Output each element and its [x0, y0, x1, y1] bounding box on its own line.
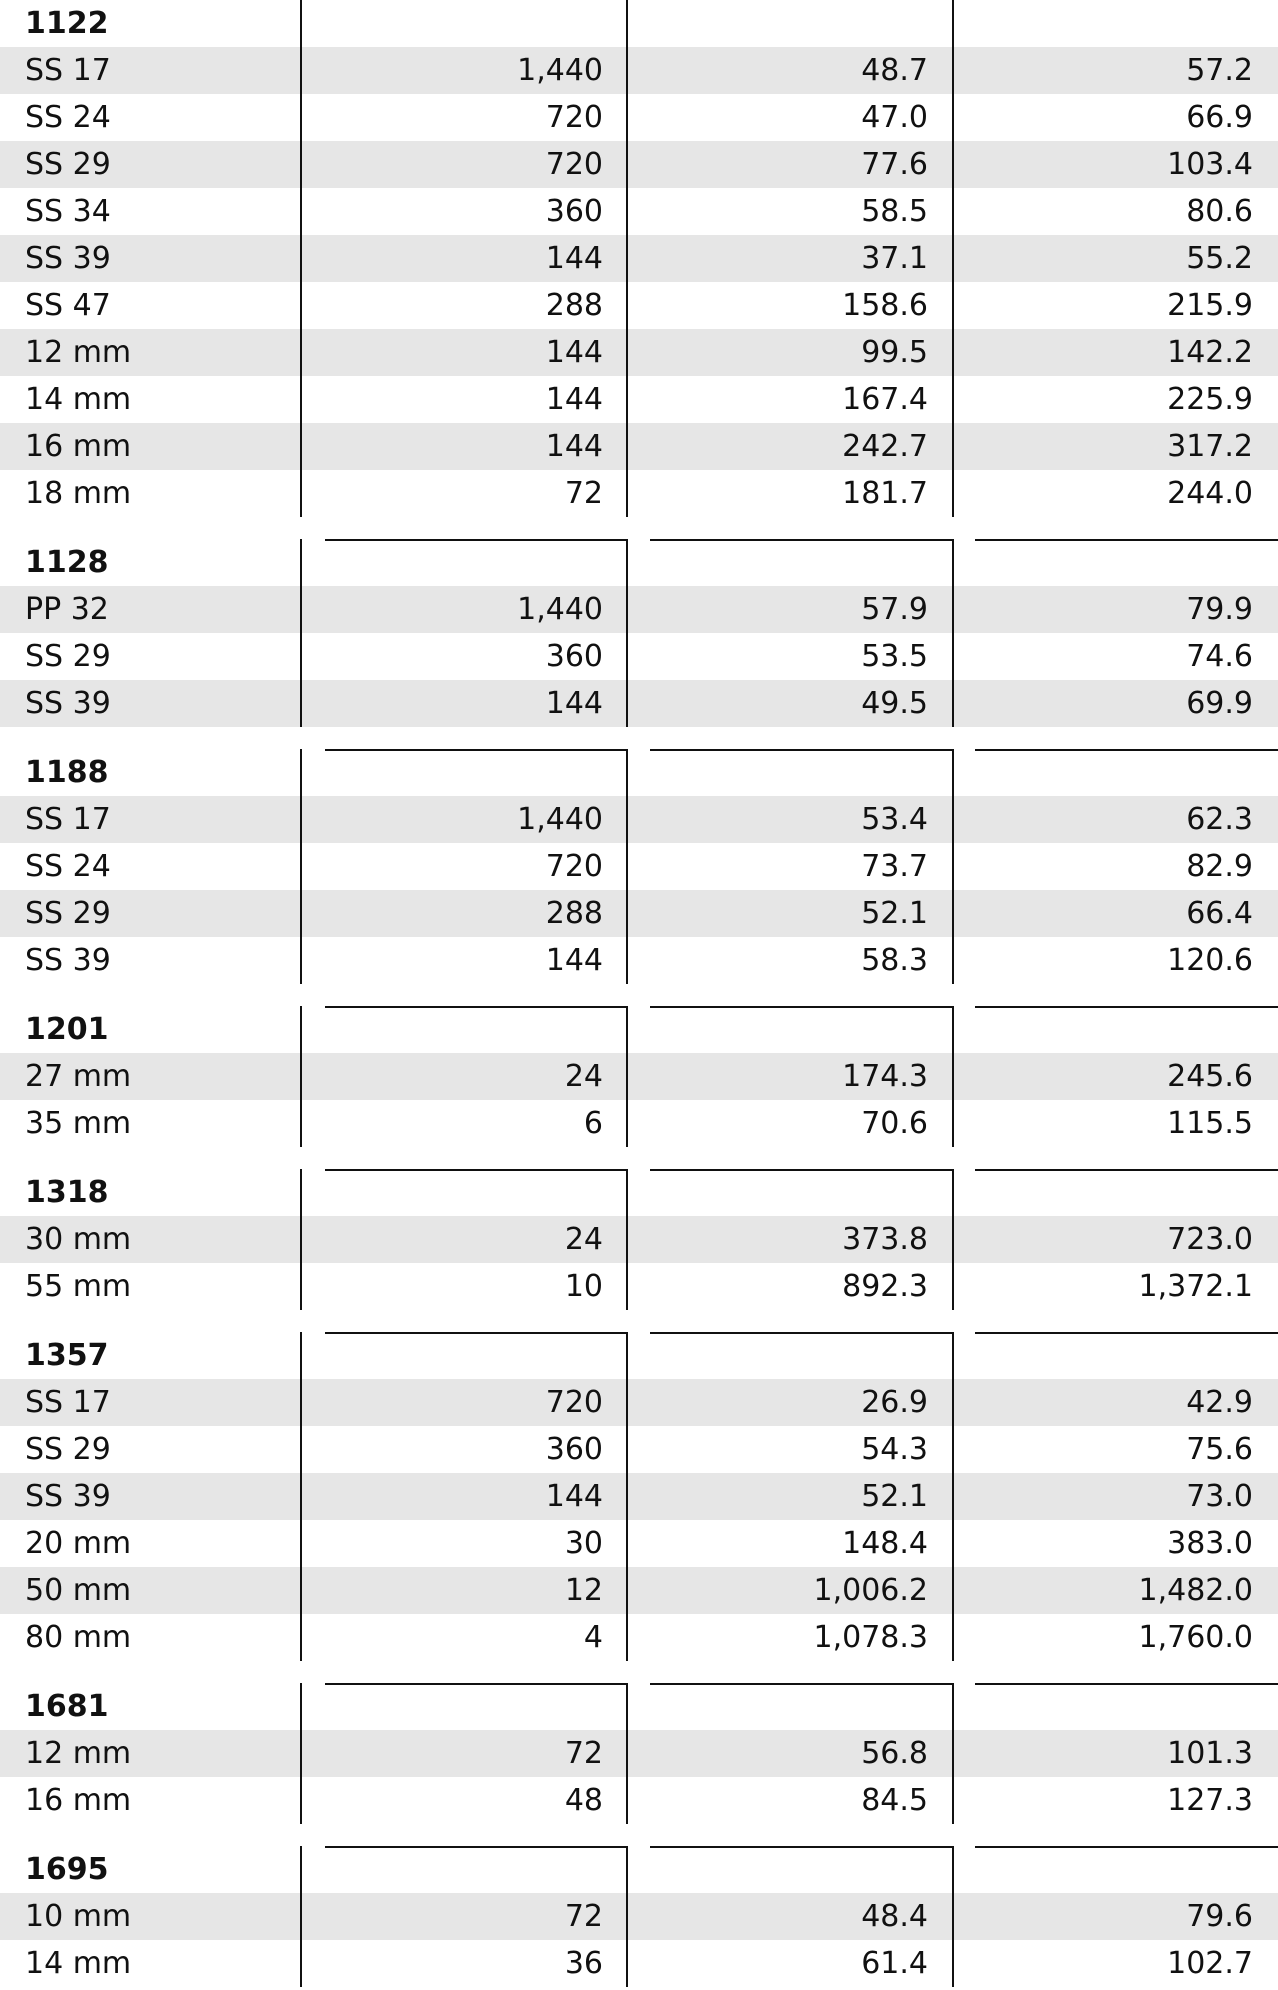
row-label: SS 29 [25, 1432, 111, 1467]
table-row [0, 1520, 1278, 1567]
row-label: 80 mm [25, 1620, 132, 1655]
column-divider [952, 1006, 954, 1147]
row-value-1: 373.8 [842, 1222, 928, 1257]
table-row [0, 1893, 1278, 1940]
row-quantity: 360 [545, 194, 603, 229]
section-top-rule [650, 1169, 952, 1171]
row-value-2: 42.9 [1186, 1385, 1253, 1420]
table-group [0, 749, 1278, 984]
section-top-rule [325, 749, 626, 751]
group-header-row [0, 1169, 1278, 1216]
row-value-2: 1,482.0 [1138, 1573, 1253, 1608]
column-divider [626, 749, 628, 984]
column-divider [300, 1006, 302, 1147]
row-value-1: 77.6 [861, 147, 928, 182]
group-header-row [0, 1683, 1278, 1730]
column-divider [626, 1169, 628, 1310]
table-row [0, 1730, 1278, 1777]
section-top-rule [325, 1006, 626, 1008]
group-header-row [0, 1332, 1278, 1379]
row-quantity: 72 [564, 1899, 603, 1934]
row-value-2: 115.5 [1167, 1106, 1253, 1141]
column-divider [952, 539, 954, 727]
column-divider [626, 1683, 628, 1824]
table-row [0, 890, 1278, 937]
row-label: SS 29 [25, 639, 111, 674]
row-value-1: 73.7 [861, 849, 928, 884]
row-value-2: 317.2 [1167, 429, 1253, 464]
table-row [0, 1263, 1278, 1310]
column-divider [300, 0, 302, 517]
row-value-1: 52.1 [861, 1479, 928, 1514]
row-quantity: 72 [564, 476, 603, 511]
row-value-2: 75.6 [1186, 1432, 1253, 1467]
row-quantity: 144 [545, 686, 603, 721]
row-label: 27 mm [25, 1059, 132, 1094]
table-row [0, 47, 1278, 94]
group-title: 1318 [25, 1175, 109, 1210]
row-value-1: 57.9 [861, 592, 928, 627]
table-row [0, 843, 1278, 890]
row-value-1: 174.3 [842, 1059, 928, 1094]
row-label: 10 mm [25, 1899, 132, 1934]
row-label: PP 32 [25, 592, 109, 627]
row-quantity: 144 [545, 943, 603, 978]
section-top-rule [325, 1332, 626, 1334]
row-label: SS 47 [25, 288, 111, 323]
table-row [0, 1100, 1278, 1147]
row-label: SS 39 [25, 686, 111, 721]
row-value-2: 723.0 [1167, 1222, 1253, 1257]
row-label: SS 39 [25, 241, 111, 276]
table-row [0, 586, 1278, 633]
column-divider [952, 1332, 954, 1661]
row-value-1: 37.1 [861, 241, 928, 276]
row-label: SS 29 [25, 147, 111, 182]
row-value-2: 102.7 [1167, 1946, 1253, 1981]
group-title: 1695 [25, 1852, 109, 1887]
row-quantity: 360 [545, 1432, 603, 1467]
row-quantity: 4 [583, 1620, 603, 1655]
column-divider [300, 1169, 302, 1310]
row-value-1: 1,006.2 [813, 1573, 928, 1608]
table-row [0, 329, 1278, 376]
table-row [0, 1567, 1278, 1614]
row-quantity: 24 [564, 1059, 603, 1094]
row-value-2: 142.2 [1167, 335, 1253, 370]
section-top-rule [975, 1332, 1278, 1334]
group-title: 1201 [25, 1012, 109, 1047]
section-top-rule [975, 749, 1278, 751]
row-value-1: 181.7 [842, 476, 928, 511]
column-divider [952, 1169, 954, 1310]
row-value-2: 120.6 [1167, 943, 1253, 978]
section-top-rule [650, 1332, 952, 1334]
table-row [0, 1614, 1278, 1661]
row-label: SS 29 [25, 896, 111, 931]
group-header-row [0, 0, 1278, 47]
section-top-rule [650, 749, 952, 751]
table-row [0, 1940, 1278, 1987]
row-value-1: 167.4 [842, 382, 928, 417]
row-value-1: 58.3 [861, 943, 928, 978]
row-label: SS 24 [25, 100, 111, 135]
row-quantity: 720 [545, 849, 603, 884]
table-row [0, 376, 1278, 423]
table-group [0, 1683, 1278, 1824]
row-label: SS 17 [25, 53, 111, 88]
table-group [0, 0, 1278, 517]
section-top-rule [325, 539, 626, 541]
row-label: 12 mm [25, 335, 132, 370]
row-quantity: 144 [545, 335, 603, 370]
row-value-2: 73.0 [1186, 1479, 1253, 1514]
table-row [0, 633, 1278, 680]
table-row [0, 937, 1278, 984]
row-value-1: 49.5 [861, 686, 928, 721]
table-row [0, 1777, 1278, 1824]
table-row [0, 188, 1278, 235]
row-quantity: 6 [583, 1106, 603, 1141]
row-quantity: 360 [545, 639, 603, 674]
table-row [0, 235, 1278, 282]
row-quantity: 144 [545, 241, 603, 276]
table-row [0, 1379, 1278, 1426]
row-value-2: 66.4 [1186, 896, 1253, 931]
row-value-2: 244.0 [1167, 476, 1253, 511]
group-title: 1122 [25, 6, 109, 41]
row-value-1: 84.5 [861, 1783, 928, 1818]
row-label: 18 mm [25, 476, 132, 511]
group-title: 1188 [25, 755, 109, 790]
group-title: 1681 [25, 1689, 109, 1724]
row-value-2: 62.3 [1186, 802, 1253, 837]
table-row [0, 680, 1278, 727]
row-value-1: 54.3 [861, 1432, 928, 1467]
row-quantity: 48 [564, 1783, 603, 1818]
group-header-row [0, 1846, 1278, 1893]
row-quantity: 10 [564, 1269, 603, 1304]
row-label: 16 mm [25, 1783, 132, 1818]
row-value-2: 55.2 [1186, 241, 1253, 276]
row-value-1: 99.5 [861, 335, 928, 370]
row-value-1: 158.6 [842, 288, 928, 323]
table-group [0, 1846, 1278, 1987]
row-label: 14 mm [25, 382, 132, 417]
row-quantity: 144 [545, 429, 603, 464]
section-top-rule [325, 1169, 626, 1171]
row-quantity: 72 [564, 1736, 603, 1771]
group-header-row [0, 749, 1278, 796]
column-divider [952, 1846, 954, 1987]
row-value-2: 245.6 [1167, 1059, 1253, 1094]
group-title: 1128 [25, 545, 109, 580]
row-value-2: 225.9 [1167, 382, 1253, 417]
column-divider [952, 749, 954, 984]
group-header-row [0, 539, 1278, 586]
row-quantity: 24 [564, 1222, 603, 1257]
row-value-2: 101.3 [1167, 1736, 1253, 1771]
column-divider [300, 539, 302, 727]
row-value-1: 70.6 [861, 1106, 928, 1141]
row-value-2: 82.9 [1186, 849, 1253, 884]
row-value-1: 1,078.3 [813, 1620, 928, 1655]
row-quantity: 144 [545, 382, 603, 417]
row-label: 55 mm [25, 1269, 132, 1304]
row-quantity: 720 [545, 100, 603, 135]
row-quantity: 30 [564, 1526, 603, 1561]
section-top-rule [650, 539, 952, 541]
section-top-rule [975, 1846, 1278, 1848]
table-group [0, 1169, 1278, 1310]
row-value-2: 215.9 [1167, 288, 1253, 323]
table-row [0, 141, 1278, 188]
column-divider [952, 1683, 954, 1824]
section-top-rule [650, 1006, 952, 1008]
row-quantity: 1,440 [517, 592, 603, 627]
table-row [0, 1473, 1278, 1520]
row-quantity: 288 [545, 288, 603, 323]
column-divider [626, 1846, 628, 1987]
row-value-2: 74.6 [1186, 639, 1253, 674]
column-divider [952, 0, 954, 517]
column-divider [626, 539, 628, 727]
row-label: SS 17 [25, 1385, 111, 1420]
row-label: SS 39 [25, 1479, 111, 1514]
row-value-1: 56.8 [861, 1736, 928, 1771]
section-top-rule [325, 1846, 626, 1848]
table-row [0, 1426, 1278, 1473]
row-label: 14 mm [25, 1946, 132, 1981]
row-value-2: 127.3 [1167, 1783, 1253, 1818]
row-value-1: 53.5 [861, 639, 928, 674]
row-label: 50 mm [25, 1573, 132, 1608]
column-divider [300, 1846, 302, 1987]
row-value-1: 61.4 [861, 1946, 928, 1981]
table-group [0, 1332, 1278, 1661]
row-value-1: 53.4 [861, 802, 928, 837]
row-value-2: 80.6 [1186, 194, 1253, 229]
group-title: 1357 [25, 1338, 109, 1373]
table-row [0, 796, 1278, 843]
section-top-rule [975, 1006, 1278, 1008]
column-divider [300, 749, 302, 984]
table-row [0, 282, 1278, 329]
row-value-2: 79.6 [1186, 1899, 1253, 1934]
row-label: 16 mm [25, 429, 132, 464]
row-label: 30 mm [25, 1222, 132, 1257]
row-value-1: 48.7 [861, 53, 928, 88]
row-value-2: 103.4 [1167, 147, 1253, 182]
row-label: 12 mm [25, 1736, 132, 1771]
row-value-2: 66.9 [1186, 100, 1253, 135]
row-label: 20 mm [25, 1526, 132, 1561]
table-row [0, 94, 1278, 141]
row-quantity: 720 [545, 1385, 603, 1420]
section-top-rule [325, 1683, 626, 1685]
table-group [0, 539, 1278, 727]
row-label: SS 17 [25, 802, 111, 837]
row-value-1: 52.1 [861, 896, 928, 931]
table-group [0, 1006, 1278, 1147]
row-value-2: 383.0 [1167, 1526, 1253, 1561]
column-divider [300, 1683, 302, 1824]
row-label: 35 mm [25, 1106, 132, 1141]
section-top-rule [975, 539, 1278, 541]
row-label: SS 34 [25, 194, 111, 229]
row-value-1: 47.0 [861, 100, 928, 135]
row-value-1: 242.7 [842, 429, 928, 464]
table-row [0, 470, 1278, 517]
row-quantity: 36 [564, 1946, 603, 1981]
group-header-row [0, 1006, 1278, 1053]
row-quantity: 12 [564, 1573, 603, 1608]
column-divider [300, 1332, 302, 1661]
section-top-rule [975, 1683, 1278, 1685]
column-divider [626, 1006, 628, 1147]
row-value-2: 69.9 [1186, 686, 1253, 721]
row-quantity: 288 [545, 896, 603, 931]
row-quantity: 1,440 [517, 802, 603, 837]
row-value-2: 1,372.1 [1138, 1269, 1253, 1304]
row-value-2: 1,760.0 [1138, 1620, 1253, 1655]
row-quantity: 144 [545, 1479, 603, 1514]
row-value-1: 26.9 [861, 1385, 928, 1420]
table-row [0, 1216, 1278, 1263]
row-value-1: 48.4 [861, 1899, 928, 1934]
table-row [0, 423, 1278, 470]
table-row [0, 1053, 1278, 1100]
row-quantity: 1,440 [517, 53, 603, 88]
section-top-rule [650, 1846, 952, 1848]
column-divider [626, 1332, 628, 1661]
column-divider [626, 0, 628, 517]
row-value-2: 57.2 [1186, 53, 1253, 88]
row-quantity: 720 [545, 147, 603, 182]
row-value-1: 892.3 [842, 1269, 928, 1304]
section-top-rule [650, 1683, 952, 1685]
row-value-1: 148.4 [842, 1526, 928, 1561]
row-label: SS 39 [25, 943, 111, 978]
row-value-2: 79.9 [1186, 592, 1253, 627]
row-label: SS 24 [25, 849, 111, 884]
section-top-rule [975, 1169, 1278, 1171]
row-value-1: 58.5 [861, 194, 928, 229]
